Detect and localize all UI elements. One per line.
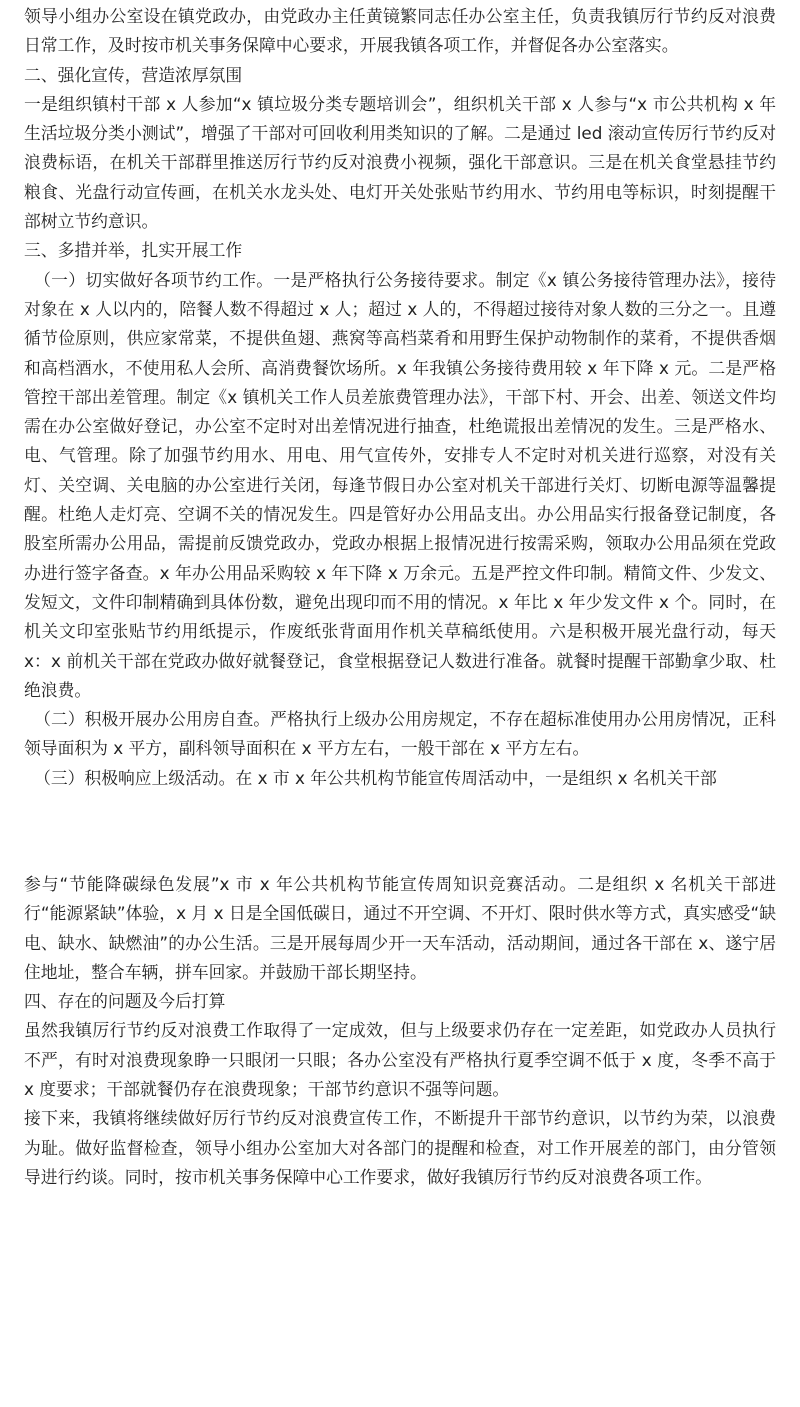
heading-problems-plans: 四、存在的问题及今后打算	[24, 991, 226, 1012]
paragraph-next-steps: 接下来，我镇将继续做好厉行节约反对浪费宣传工作，不断提升干部节约意识，以节约为荣，以浪费为耻。做好监督检查，领导小组办公室加大对各部门的提醒和检查，对工作开展差的部门，由分管领导进行约谈。同时，按市机关事务保障中心工作要求，做好我镇厉行节约反对浪费各项工作。	[24, 1108, 776, 1187]
paragraph-office-space: （二）积极开展办公用房自查。严格执行上级办公用房规定，不存在超标准使用办公用房情况，正科领导面积为 x 平方，副科领导面积在 x 平方左右，一般干部在 x 平方左右。	[24, 709, 776, 759]
paragraph-leadership-office: 领导小组办公室设在镇党政办，由党政办主任黄镜繁同志任办公室主任，负责我镇厉行节约反对浪费日常工作，及时按市机关事务保障中心要求，开展我镇各项工作，并督促各办公室落实。	[24, 6, 776, 56]
document-section-bottom	[0, 870, 800, 1192]
paragraph-activities-continued: 参与“节能降碳绿色发展”x 市 x 年公共机构节能宣传周知识竞赛活动。二是组织 x 名机关干部进行“能源紧缺”体验，x 月 x 日是全国低碳日，通过不开空调、不开灯、限时供水等方式，真实感受“缺电、缺水、缺燃油”的办公生活。三是开展每周少开一天车活动，活动期间，通过各干部在 x、遂宁居住地址，整合车辆，拼车回家。并鼓励干部长期坚持。	[24, 874, 776, 982]
paragraph-activities: （三）积极响应上级活动。在 x 市 x 年公共机构节能宣传周活动中，一是组织 x 名机关干部	[34, 767, 717, 788]
heading-measures: 三、多措并举，扎实开展工作	[24, 240, 243, 261]
heading-publicity: 二、强化宣传，营造浓厚氛围	[24, 64, 243, 85]
document-section-top	[0, 2, 800, 793]
paragraph-problems: 虽然我镇厉行节约反对浪费工作取得了一定成效，但与上级要求仍存在一定差距，如党政办人员执行不严，有时对浪费现象睁一只眼闭一只眼；各办公室没有严格执行夏季空调不低于 x 度，冬季不高于 x 度要求；干部就餐仍存在浪费现象；干部节约意识不强等问题。	[24, 1020, 776, 1100]
paragraph-saving-work: （一）切实做好各项节约工作。一是严格执行公务接待要求。制定《x 镇公务接待管理办法》，接待对象在 x 人以内的，陪餐人数不得超过 x 人；超过 x 人的，不得超过接待对象人数的三分之一。且遵循节俭原则，供应家常菜，不提供鱼翅、燕窝等高档菜肴和用野生保护动物制作的菜肴，不提供香烟和高档酒水，不使用私人会所、高消费餐饮场所。x 年我镇公务接待费用较 x 年下降 x 元。二是严格管控干部出差管理。制定《x 镇机关工作人员差旅费管理办法》，干部下村、开会、出差、领送文件均需在办公室做好登记，办公室不定时对出差情况进行抽查，杜绝谎报出差情况的发生。三是严格水、电、气管理。除了加强节约用水、用电、用气宣传外，安排专人不定时对机关进行巡察，对没有关灯、关空调、关电脑的办公室进行关闭，每逢节假日办公室对机关干部进行关灯、切断电源等温馨提醒。杜绝人走灯亮、空调不关的情况发生。四是管好办公用品支出。办公用品实行报备登记制度，各股室所需办公用品，需提前反馈党政办，党政办根据上报情况进行按需采购，领取办公用品须在党政办进行签字备查。x 年办公用品采购较 x 年下降 x 万余元。五是严控文件印制。精简文件、少发文、发短文，文件印制精确到具体份数，避免出现印而不用的情况。x 年比 x 年少发文件 x 个。同时，在机关文印室张贴节约用纸提示，作废纸张背面用作机关草稿纸使用。六是积极开展光盘行动，每天 x：x 前机关干部在党政办做好就餐登记，食堂根据登记人数进行准备。就餐时提醒干部勤拿少取、杜绝浪费。	[24, 269, 776, 700]
paragraph-publicity: 一是组织镇村干部 x 人参加“x 镇垃圾分类专题培训会”，组织机关干部 x 人参与“x 市公共机构 x 年生活垃圾分类小测试”，增强了干部对可回收利用类知识的了解。二是通过 led 滚动宣传厉行节约反对浪费标语，在机关干部群里推送厉行节约反对浪费小视频，强化干部意识。三是在机关食堂悬挂节约粮食、光盘行动宣传画，在机关水龙头处、电灯开关处张贴节约用水、节约用电等标识，时刻提醒干部树立节约意识。	[24, 93, 776, 232]
